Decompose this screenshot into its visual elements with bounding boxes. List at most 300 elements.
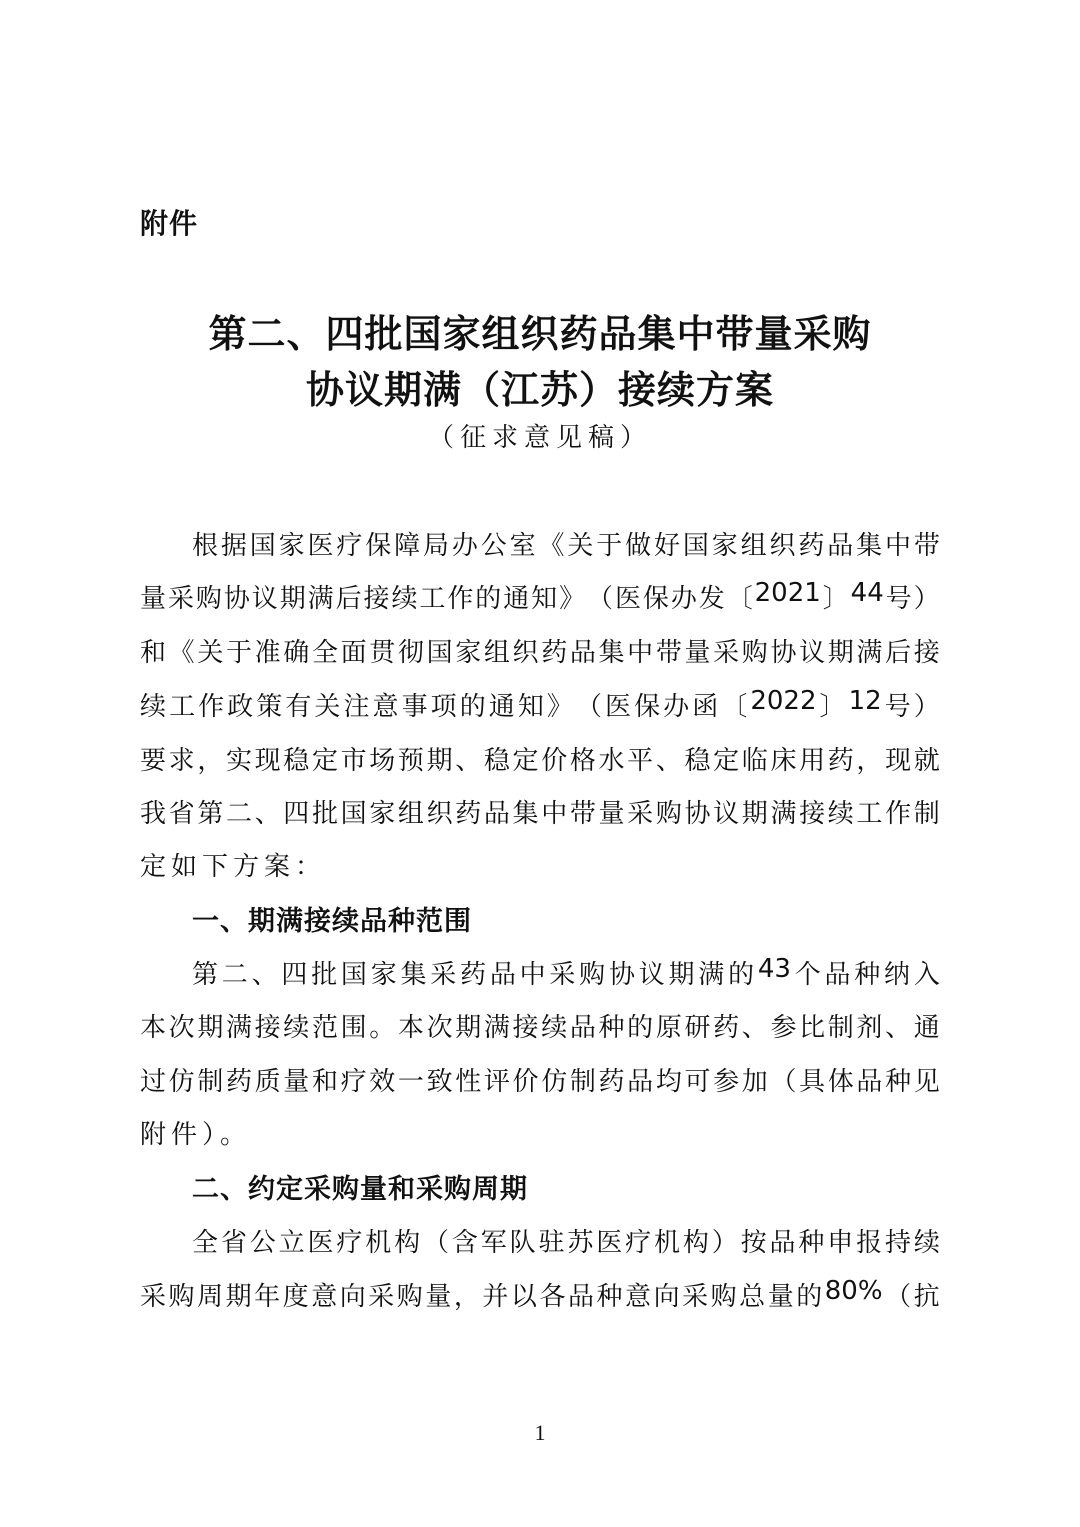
- text-glyph: 疗: [625, 1228, 652, 1258]
- section-1-line-4: 附件）。: [140, 1120, 252, 1150]
- text-glyph: 用: [799, 746, 826, 776]
- text-glyph: 疗: [336, 1228, 363, 1258]
- intro-line-4: [140, 686, 940, 723]
- text-glyph: 预: [397, 746, 424, 776]
- text-glyph: 格: [569, 746, 596, 776]
- text-glyph: 量: [140, 584, 167, 614]
- text-glyph: 疗: [340, 1067, 367, 1097]
- text-glyph: 均: [655, 1067, 682, 1097]
- text-glyph: 集: [598, 638, 625, 668]
- section-1-heading: 一、期满接续品种范围: [192, 906, 472, 937]
- text-glyph: 、: [455, 746, 482, 776]
- text-glyph: 接: [512, 1013, 539, 1043]
- intro-line-2: [140, 578, 940, 615]
- text-glyph: ，: [197, 746, 224, 776]
- text-glyph: 现: [885, 746, 912, 776]
- document-title-line-1: 第二、四批国家组织药品集中带量采购: [208, 311, 872, 356]
- text-glyph: 品: [824, 960, 851, 990]
- section-2-line-2: [140, 1276, 940, 1313]
- text-glyph: 通: [913, 1013, 940, 1043]
- text-glyph: 各: [539, 1282, 566, 1312]
- text-glyph: 苏: [567, 1228, 594, 1258]
- document-title-line-2: 协议期满（江苏）接续方案: [305, 367, 774, 412]
- text-glyph: 我: [140, 799, 167, 829]
- text-glyph: 构: [394, 1228, 421, 1258]
- text-glyph: 工: [169, 692, 196, 722]
- text-glyph: 期: [197, 1013, 224, 1043]
- text-glyph: 报: [856, 1228, 883, 1258]
- text-glyph: 购: [396, 1282, 423, 1312]
- text-glyph: 通: [488, 692, 515, 722]
- text-glyph: 、: [741, 1013, 768, 1043]
- text-glyph: 事: [401, 692, 428, 722]
- text-glyph: 全: [192, 1228, 219, 1258]
- text-glyph: （: [575, 692, 602, 722]
- document-subtitle: （征求意见稿）: [427, 423, 652, 453]
- text-glyph: 比: [799, 1013, 826, 1043]
- text-glyph: 期: [225, 1282, 252, 1312]
- text-glyph: 中: [541, 799, 568, 829]
- text-glyph: 家: [369, 799, 396, 829]
- text-glyph: 中: [519, 960, 546, 990]
- text-glyph: 剂: [856, 1013, 883, 1043]
- text-glyph: 品: [827, 531, 854, 561]
- section-2-heading: 二、约定采购量和采购周期: [192, 1174, 528, 1205]
- text-glyph: 的: [728, 960, 755, 990]
- text-glyph: 于: [225, 638, 252, 668]
- text-glyph: 稳: [483, 746, 510, 776]
- text-glyph: 政: [227, 692, 254, 722]
- text-glyph: 第: [197, 799, 224, 829]
- text-glyph: 采: [713, 638, 740, 668]
- text-glyph: 驻: [538, 1228, 565, 1258]
- text-glyph: 满: [856, 638, 883, 668]
- text-glyph: 续: [140, 692, 167, 722]
- text-glyph: 工: [856, 799, 883, 829]
- text-glyph: 办: [451, 531, 478, 561]
- text-glyph: 接: [913, 638, 940, 668]
- text-glyph: 药: [713, 1013, 740, 1043]
- text-glyph: 作: [198, 692, 225, 722]
- text-glyph: 要: [140, 746, 167, 776]
- text-glyph: 和: [140, 638, 167, 668]
- text-glyph: 量: [283, 1067, 310, 1097]
- text-glyph: 协: [684, 799, 711, 829]
- text-glyph: 临: [741, 746, 768, 776]
- text-glyph: 购: [710, 1282, 737, 1312]
- text-glyph: 函: [692, 692, 719, 722]
- text-glyph: 的: [475, 584, 502, 614]
- text-glyph: 药: [798, 531, 825, 561]
- text-glyph: 保: [365, 531, 392, 561]
- text-glyph: 药: [827, 746, 854, 776]
- text-glyph: 水: [598, 746, 625, 776]
- text-glyph: 家: [278, 531, 305, 561]
- text-glyph: 贯: [369, 638, 396, 668]
- text-glyph: 仿: [541, 1067, 568, 1097]
- text-glyph: 品: [569, 1013, 596, 1043]
- text-glyph: 纳: [884, 960, 911, 990]
- text-glyph: （: [423, 1228, 450, 1258]
- text-glyph: ）: [913, 692, 940, 722]
- text-glyph: 持: [885, 1228, 912, 1258]
- text-glyph: 、: [251, 960, 278, 990]
- text-glyph: 四: [281, 960, 308, 990]
- section-1-line-1: [192, 954, 940, 991]
- text-glyph: 国: [340, 960, 367, 990]
- text-glyph: 的: [796, 1282, 823, 1312]
- text-glyph: 满: [307, 584, 334, 614]
- text-glyph: ）: [913, 584, 940, 614]
- text-glyph: 障: [394, 531, 421, 561]
- text-glyph: 围: [340, 1013, 367, 1043]
- text-glyph: 药: [225, 1067, 252, 1097]
- text-glyph: 机: [365, 1228, 392, 1258]
- text-glyph: 《: [538, 531, 565, 561]
- text-glyph: 定: [512, 746, 539, 776]
- text-glyph: 过: [140, 1067, 167, 1097]
- text-glyph: 公: [480, 531, 507, 561]
- text-glyph: 场: [369, 746, 396, 776]
- text-glyph: 续: [827, 799, 854, 829]
- text-glyph: 采: [549, 960, 576, 990]
- text-glyph: 药: [460, 960, 487, 990]
- text-glyph: 家: [711, 531, 738, 561]
- text-glyph: 家: [455, 638, 482, 668]
- text-glyph: 批: [311, 960, 338, 990]
- text-glyph: 采: [430, 960, 457, 990]
- text-glyph: 作: [447, 584, 474, 614]
- text-glyph: 以: [510, 1282, 537, 1312]
- text-glyph: 〔: [721, 692, 748, 722]
- text-glyph: 品: [569, 638, 596, 668]
- text-glyph: 入: [913, 960, 940, 990]
- text-glyph: 》: [559, 584, 586, 614]
- text-glyph: 接: [363, 584, 390, 614]
- text-glyph: 原: [655, 1013, 682, 1043]
- text-glyph: 有: [285, 692, 312, 722]
- text-glyph: 军: [480, 1228, 507, 1258]
- text-glyph: 评: [483, 1067, 510, 1097]
- text-glyph: 《: [168, 638, 195, 668]
- text-glyph: 品: [627, 1067, 654, 1097]
- intro-line-3: [140, 632, 940, 669]
- text-glyph: 协: [608, 960, 635, 990]
- text-glyph: 关: [314, 692, 341, 722]
- text-glyph: 期: [455, 1013, 482, 1043]
- text-glyph: 含: [451, 1228, 478, 1258]
- text-glyph: 关: [567, 531, 594, 561]
- text-glyph: 好: [654, 531, 681, 561]
- text-glyph: 药: [541, 638, 568, 668]
- text-glyph: 价: [541, 746, 568, 776]
- text-glyph: 范: [311, 1013, 338, 1043]
- text-glyph: 12: [848, 686, 882, 716]
- text-glyph: 国: [340, 799, 367, 829]
- text-glyph: 一: [397, 1067, 424, 1097]
- text-glyph: 致: [426, 1067, 453, 1097]
- text-glyph: 续: [391, 584, 418, 614]
- text-glyph: 织: [769, 531, 796, 561]
- text-glyph: 保: [642, 584, 669, 614]
- text-glyph: 接: [254, 1013, 281, 1043]
- text-glyph: 续: [541, 1013, 568, 1043]
- text-glyph: 意: [372, 692, 399, 722]
- text-glyph: 国: [426, 638, 453, 668]
- text-glyph: 期: [741, 799, 768, 829]
- text-glyph: 续: [283, 1013, 310, 1043]
- text-glyph: 中: [627, 638, 654, 668]
- text-glyph: （: [885, 1282, 912, 1312]
- text-glyph: 参: [713, 1067, 740, 1097]
- text-glyph: 医: [307, 531, 334, 561]
- text-glyph: 量: [767, 1282, 794, 1312]
- text-glyph: 期: [426, 746, 453, 776]
- text-glyph: 国: [682, 531, 709, 561]
- text-glyph: 量: [598, 799, 625, 829]
- text-glyph: 织: [426, 799, 453, 829]
- text-glyph: 带: [913, 531, 940, 561]
- text-glyph: 机: [654, 1228, 681, 1258]
- page-number: 1: [534, 1420, 546, 1445]
- text-glyph: 医: [614, 584, 641, 614]
- text-glyph: 家: [370, 960, 397, 990]
- text-glyph: 、: [655, 746, 682, 776]
- text-glyph: 办: [663, 692, 690, 722]
- text-glyph: 种: [854, 960, 881, 990]
- text-glyph: （: [587, 584, 614, 614]
- text-glyph: 号: [884, 692, 911, 722]
- text-glyph: 研: [684, 1013, 711, 1043]
- text-glyph: 并: [482, 1282, 509, 1312]
- text-glyph: 满: [698, 960, 725, 990]
- text-glyph: 策: [256, 692, 283, 722]
- text-glyph: 意: [311, 1282, 338, 1312]
- text-glyph: 参: [770, 1013, 797, 1043]
- text-glyph: 购: [168, 1282, 195, 1312]
- text-glyph: 品: [856, 1067, 883, 1097]
- text-glyph: 协: [770, 638, 797, 668]
- text-glyph: 国: [249, 531, 276, 561]
- text-glyph: 满: [225, 1013, 252, 1043]
- text-glyph: 织: [512, 638, 539, 668]
- text-glyph: 议: [251, 584, 278, 614]
- text-glyph: 确: [283, 638, 310, 668]
- text-glyph: 年: [254, 1282, 281, 1312]
- text-glyph: 购: [655, 799, 682, 829]
- text-glyph: 本: [397, 1013, 424, 1043]
- text-glyph: 求: [168, 746, 195, 776]
- text-glyph: 床: [770, 746, 797, 776]
- text-glyph: 购: [741, 638, 768, 668]
- text-glyph: 期: [279, 584, 306, 614]
- text-glyph: 意: [625, 1282, 652, 1312]
- text-glyph: 期: [668, 960, 695, 990]
- text-glyph: ，: [453, 1282, 480, 1312]
- text-glyph: 购: [195, 584, 222, 614]
- text-glyph: 议: [799, 638, 826, 668]
- text-glyph: 实: [225, 746, 252, 776]
- text-glyph: 》: [546, 692, 573, 722]
- text-glyph: 号: [885, 584, 912, 614]
- section-1-line-2: [140, 1007, 940, 1044]
- text-glyph: 〕: [819, 692, 846, 722]
- text-glyph: 性: [455, 1067, 482, 1097]
- text-glyph: 后: [335, 584, 362, 614]
- text-glyph: 医: [596, 1228, 623, 1258]
- text-glyph: 和: [311, 1067, 338, 1097]
- text-glyph: 室: [509, 531, 536, 561]
- text-glyph: 全: [311, 638, 338, 668]
- text-glyph: 44: [850, 578, 884, 608]
- text-glyph: 度: [282, 1282, 309, 1312]
- text-glyph: 周: [197, 1282, 224, 1312]
- text-glyph: 医: [307, 1228, 334, 1258]
- text-glyph: 集: [512, 799, 539, 829]
- text-glyph: 种: [596, 1282, 623, 1312]
- text-glyph: 议: [713, 799, 740, 829]
- section-1-line-3: [140, 1061, 940, 1098]
- text-glyph: 准: [254, 638, 281, 668]
- text-glyph: 面: [340, 638, 367, 668]
- text-glyph: 具: [799, 1067, 826, 1097]
- text-glyph: 采: [167, 584, 194, 614]
- text-glyph: 作: [885, 799, 912, 829]
- text-glyph: 质: [254, 1067, 281, 1097]
- text-glyph: 〔: [726, 584, 753, 614]
- text-glyph: 注: [343, 692, 370, 722]
- section-2-line-1: [192, 1222, 940, 1259]
- text-glyph: 据: [220, 531, 247, 561]
- text-glyph: 种: [885, 1067, 912, 1097]
- text-glyph: 中: [885, 531, 912, 561]
- intro-line-6: [140, 793, 940, 830]
- text-glyph: 品: [769, 1228, 796, 1258]
- text-glyph: 协: [223, 584, 250, 614]
- text-glyph: 批: [311, 799, 338, 829]
- text-glyph: 采: [368, 1282, 395, 1312]
- text-glyph: 见: [913, 1067, 940, 1097]
- text-glyph: 四: [283, 799, 310, 829]
- text-glyph: 的: [627, 1013, 654, 1043]
- text-glyph: 稳: [283, 746, 310, 776]
- text-glyph: 省: [220, 1228, 247, 1258]
- text-glyph: 后: [885, 638, 912, 668]
- text-glyph: 医: [605, 692, 632, 722]
- text-glyph: 就: [913, 746, 940, 776]
- text-glyph: 体: [827, 1067, 854, 1097]
- text-glyph: 、: [885, 1013, 912, 1043]
- text-glyph: 可: [684, 1067, 711, 1097]
- text-glyph: 本: [140, 1013, 167, 1043]
- text-glyph: 制: [827, 1013, 854, 1043]
- text-glyph: 于: [596, 531, 623, 561]
- text-glyph: 保: [634, 692, 661, 722]
- text-glyph: 知: [531, 584, 558, 614]
- text-glyph: 第: [192, 960, 219, 990]
- text-glyph: 药: [598, 1067, 625, 1097]
- text-glyph: 效: [369, 1067, 396, 1097]
- text-glyph: ，: [856, 746, 883, 776]
- attachment-label: 附件: [140, 207, 199, 240]
- text-glyph: 现: [254, 746, 281, 776]
- text-glyph: 集: [856, 531, 883, 561]
- text-glyph: 满: [483, 1013, 510, 1043]
- text-glyph: 疗: [336, 531, 363, 561]
- text-glyph: 公: [249, 1228, 276, 1258]
- text-glyph: 43: [757, 954, 791, 984]
- text-glyph: 发: [698, 584, 725, 614]
- text-glyph: 种: [798, 1228, 825, 1258]
- text-glyph: 办: [670, 584, 697, 614]
- text-glyph: 接: [799, 799, 826, 829]
- text-glyph: 申: [827, 1228, 854, 1258]
- text-glyph: 立: [278, 1228, 305, 1258]
- text-glyph: 平: [627, 746, 654, 776]
- text-glyph: 向: [339, 1282, 366, 1312]
- intro-line-1: [192, 525, 940, 562]
- text-glyph: 采: [140, 1282, 167, 1312]
- text-glyph: 、: [254, 799, 281, 829]
- text-glyph: 做: [625, 531, 652, 561]
- text-glyph: 采: [627, 799, 654, 829]
- text-glyph: 队: [509, 1228, 536, 1258]
- text-glyph: 的: [459, 692, 486, 722]
- text-glyph: 种: [598, 1013, 625, 1043]
- text-glyph: 彻: [397, 638, 424, 668]
- text-glyph: 向: [653, 1282, 680, 1312]
- text-glyph: 项: [430, 692, 457, 722]
- text-glyph: 定: [311, 746, 338, 776]
- text-glyph: 加: [741, 1067, 768, 1097]
- text-glyph: 量: [425, 1282, 452, 1312]
- text-glyph: 组: [740, 531, 767, 561]
- text-glyph: 〕: [822, 584, 849, 614]
- text-glyph: 品: [489, 960, 516, 990]
- text-glyph: ）: [711, 1228, 738, 1258]
- text-glyph: 议: [638, 960, 665, 990]
- text-glyph: 制: [197, 1067, 224, 1097]
- text-glyph: 组: [483, 638, 510, 668]
- text-glyph: 品: [567, 1282, 594, 1312]
- text-glyph: 抗: [913, 1282, 940, 1312]
- text-glyph: 总: [739, 1282, 766, 1312]
- text-glyph: 二: [225, 799, 252, 829]
- text-glyph: 局: [423, 531, 450, 561]
- intro-line-5: [140, 740, 940, 777]
- text-glyph: 定: [713, 746, 740, 776]
- text-glyph: 续: [913, 1228, 940, 1258]
- text-glyph: 采: [682, 1282, 709, 1312]
- text-glyph: 满: [770, 799, 797, 829]
- text-glyph: （: [770, 1067, 797, 1097]
- text-glyph: 通: [503, 584, 530, 614]
- text-glyph: 仿: [168, 1067, 195, 1097]
- intro-line-7: 定如下方案：: [140, 852, 327, 882]
- text-glyph: 次: [426, 1013, 453, 1043]
- text-glyph: 市: [340, 746, 367, 776]
- text-glyph: 组: [397, 799, 424, 829]
- text-glyph: 2022: [750, 686, 817, 716]
- text-glyph: 。: [369, 1013, 396, 1043]
- text-glyph: 二: [221, 960, 248, 990]
- text-glyph: 制: [569, 1067, 596, 1097]
- text-glyph: 关: [197, 638, 224, 668]
- text-glyph: 价: [512, 1067, 539, 1097]
- text-glyph: 根: [192, 531, 219, 561]
- text-glyph: 构: [682, 1228, 709, 1258]
- text-glyph: 稳: [684, 746, 711, 776]
